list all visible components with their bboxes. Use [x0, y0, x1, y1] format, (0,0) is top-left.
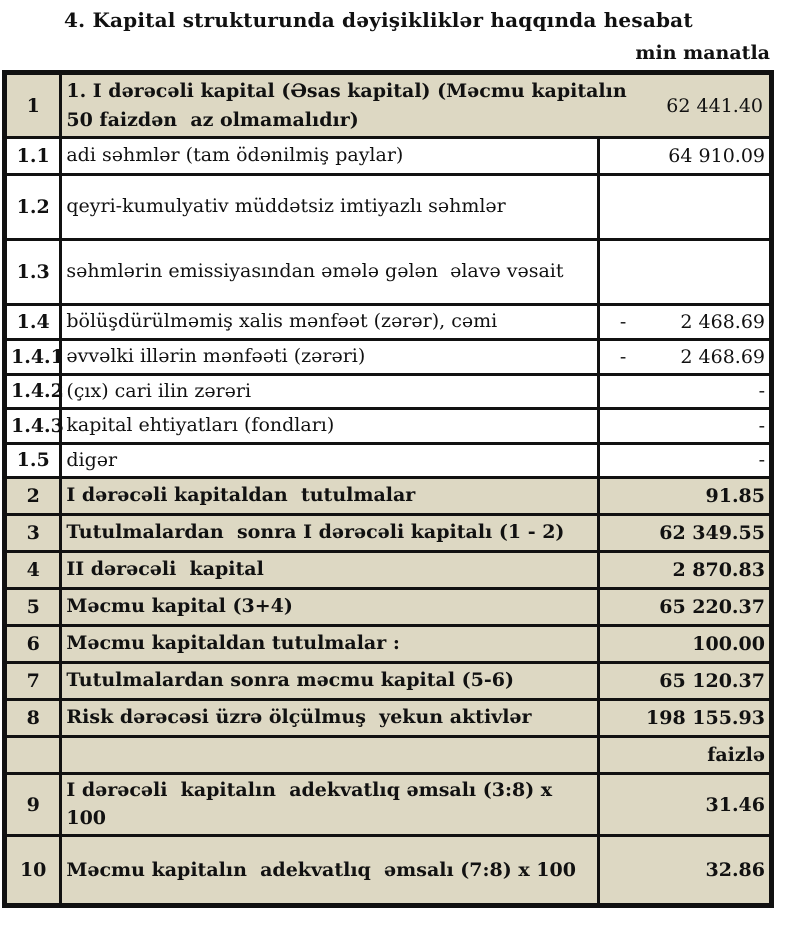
- row-value-cell: [598, 663, 771, 700]
- row-label-cell: səhmlərin emissiyasından əmələ gələn əlavə vəsait: [61, 240, 599, 305]
- row-value-cell: [598, 175, 771, 240]
- row-label-cell: Risk dərəcəsi üzrə ölçülmuş yekun aktivlər: [61, 700, 599, 737]
- row-number-cell: 1.4.3: [5, 409, 61, 444]
- row-label-cell: II dərəcəli kapital: [61, 552, 599, 589]
- table-row: [5, 737, 772, 774]
- row-number-cell: 8: [5, 700, 61, 737]
- row-value: 65 120.37: [659, 670, 765, 693]
- row-number-cell: 1.4.1: [5, 340, 61, 375]
- row-value: 31.46: [705, 793, 765, 816]
- row-value-cell: [598, 240, 771, 305]
- table-row: [5, 663, 772, 700]
- row-value: -: [758, 380, 765, 403]
- table-row: [5, 305, 772, 340]
- table-row: [5, 836, 772, 906]
- row-value: faizlə: [707, 744, 765, 767]
- row-value-cell: [598, 626, 771, 663]
- report-title: 4. Kapital strukturunda dəyişikliklər haqqında hesabat: [64, 8, 693, 32]
- row-label-cell: digər: [61, 443, 599, 478]
- table-row: [5, 240, 772, 305]
- row-label-cell: Məcmu kapital (3+4): [61, 589, 599, 626]
- row-value: 2 870.83: [672, 559, 765, 582]
- row-number-cell: 1.5: [5, 443, 61, 478]
- table-row: [5, 478, 772, 515]
- row-label-cell: əvvəlki illərin mənfəəti (zərəri): [61, 340, 599, 375]
- row-value-cell: [598, 409, 771, 444]
- row-number-cell: 10: [5, 836, 61, 906]
- row-label-cell: adi səhmlər (tam ödənilmiş paylar): [61, 138, 599, 175]
- capital-structure-table: [2, 70, 774, 908]
- row-merged-cell: [61, 73, 772, 138]
- row-value: 62 441.40: [666, 94, 763, 117]
- row-value: 64 910.09: [668, 145, 765, 167]
- table-row: [5, 374, 772, 409]
- unit-label: min manatla: [635, 42, 770, 64]
- row-value: 100.00: [692, 633, 765, 656]
- table-row: [5, 774, 772, 836]
- row-value-cell: [598, 340, 771, 375]
- row-value-cell: [598, 138, 771, 175]
- row-label-cell: I dərəcəli kapitaldan tutulmalar: [61, 478, 599, 515]
- row-label-cell: [61, 737, 599, 774]
- table-row: [5, 73, 772, 138]
- row-value-cell: [598, 774, 771, 836]
- row-value: 32.86: [705, 859, 765, 882]
- row-label-cell: I dərəcəli kapitalın adekvatlıq əmsalı (3:8) x 100: [61, 774, 599, 836]
- row-label-cell: kapital ehtiyatları (fondları): [61, 409, 599, 444]
- row-number-cell: [5, 737, 61, 774]
- row-number-cell: 1: [5, 73, 61, 138]
- row-value-cell: [598, 478, 771, 515]
- row-label-cell: Tutulmalardan sonra məcmu kapital (5-6): [61, 663, 599, 700]
- row-label-cell: (çıx) cari ilin zərəri: [61, 374, 599, 409]
- row-value-cell: [598, 374, 771, 409]
- row-label-cell: qeyri-kumulyativ müddətsiz imtiyazlı səhmlər: [61, 175, 599, 240]
- row-number-cell: 2: [5, 478, 61, 515]
- row-label-cell: Məcmu kapitalın adekvatlıq əmsalı (7:8) x 100: [61, 836, 599, 906]
- row-value-cell: [598, 305, 771, 340]
- row-value-cell: [598, 443, 771, 478]
- row-label-cell: Məcmu kapitaldan tutulmalar :: [61, 626, 599, 663]
- row-number-cell: 9: [5, 774, 61, 836]
- row-number-cell: 1.2: [5, 175, 61, 240]
- row-number-cell: 4: [5, 552, 61, 589]
- row-value-cell: [598, 700, 771, 737]
- row-value: 65 220.37: [659, 596, 765, 619]
- row-value-cell: [598, 552, 771, 589]
- table-row: [5, 340, 772, 375]
- table-row: [5, 409, 772, 444]
- table-row: [5, 552, 772, 589]
- row-number-cell: 5: [5, 589, 61, 626]
- row-label: 1. I dərəcəli kapital (Əsas kapital) (Məcmu kapitalın 50 faizdən az olmamalıdır): [66, 80, 634, 131]
- row-number-cell: 7: [5, 663, 61, 700]
- row-value-cell: [598, 836, 771, 906]
- row-number-cell: 3: [5, 515, 61, 552]
- row-value: 62 349.55: [659, 522, 765, 545]
- row-value-cell: [598, 737, 771, 774]
- row-number-cell: 1.4.2: [5, 374, 61, 409]
- row-number-cell: 1.4: [5, 305, 61, 340]
- row-value: -: [758, 414, 765, 437]
- row-value-cell: [598, 589, 771, 626]
- table-row: [5, 626, 772, 663]
- row-label-cell: bölüşdürülməmiş xalis mənfəət (zərər), cəmi: [61, 305, 599, 340]
- row-value: -: [758, 449, 765, 472]
- row-value: 198 155.93: [646, 707, 765, 730]
- row-number-cell: 1.3: [5, 240, 61, 305]
- table-row: [5, 138, 772, 175]
- row-value: 2 468.69: [680, 311, 765, 333]
- row-number-cell: 6: [5, 626, 61, 663]
- table-row: [5, 175, 772, 240]
- row-dash: -: [619, 345, 627, 368]
- row-dash: -: [619, 311, 627, 333]
- row-label-cell: Tutulmalardan sonra I dərəcəli kapitalı (1 - 2): [61, 515, 599, 552]
- row-value: 2 468.69: [680, 345, 765, 368]
- row-number-cell: 1.1: [5, 138, 61, 175]
- table-row: [5, 589, 772, 626]
- row-value: 91.85: [705, 485, 765, 508]
- table-row: [5, 443, 772, 478]
- table-row: [5, 515, 772, 552]
- row-value-cell: [598, 515, 771, 552]
- table-row: [5, 700, 772, 737]
